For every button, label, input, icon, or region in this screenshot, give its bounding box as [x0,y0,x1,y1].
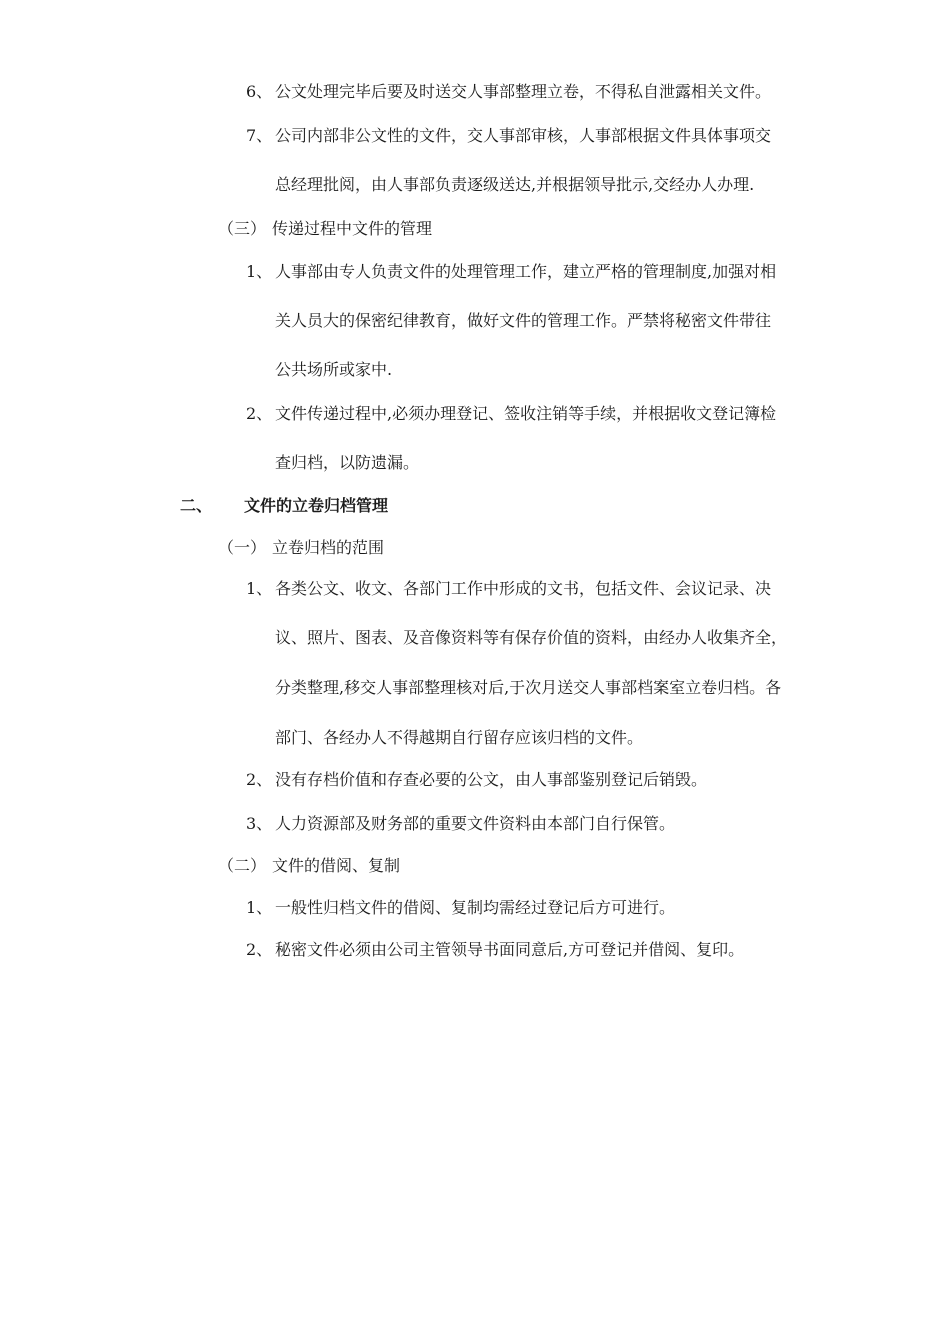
list-item-text: 一般性归档文件的借阅、复制均需经过登记后方可进行。 [275,898,676,917]
subsection-number: （三） [218,219,267,238]
list-item-text: 公文处理完毕后要及时送交人事部整理立卷，不得私自泄露相关文件。 [275,82,772,101]
section-title: 文件的立卷归档管理 [244,496,389,515]
section-number: 二、 [180,496,213,515]
list-number: 1、 [246,262,273,281]
subsection-title: 文件的借阅、复制 [272,856,401,875]
list-number: 2、 [246,770,273,789]
list-item-text: 议、照片、图表、及音像资料等有保存价值的资料，由经办人收集齐全， [275,628,788,647]
list-number: 3、 [246,814,273,833]
list-item-text: 人力资源部及财务部的重要文件资料由本部门自行保管。 [275,814,676,833]
list-item-text: 人事部由专人负责文件的处理管理工作，建立严格的管理制度,加强对相 [275,262,777,281]
list-item-text: 关人员大的保密纪律教育，做好文件的管理工作。严禁将秘密文件带往 [275,311,772,330]
list-number: 2、 [246,404,273,423]
subsection-title: 传递过程中文件的管理 [272,219,433,238]
list-item-text: 公司内部非公文性的文件，交人事部审核，人事部根据文件具体事项交 [275,126,772,145]
list-number: 1、 [246,898,273,917]
list-item-text: 没有存档价值和存查必要的公文，由人事部鉴别登记后销毁。 [275,770,708,789]
list-item-text: 文件传递过程中,必须办理登记、签收注销等手续，并根据收文登记簿检 [275,404,777,423]
list-item-text: 部门、各经办人不得越期自行留存应该归档的文件。 [275,728,644,747]
subsection-number: （一） [218,538,267,557]
list-item-text: 查归档，以防遗漏。 [275,453,420,472]
list-number: 7、 [246,126,273,145]
subsection-number: （二） [218,856,267,875]
subsection-title: 立卷归档的范围 [272,538,385,557]
list-item-text: 分类整理,移交人事部整理核对后,于次月送交人事部档案室立卷归档。各 [275,678,782,697]
list-number: 6、 [246,82,273,101]
list-number: 1、 [246,579,273,598]
list-item-text: 秘密文件必须由公司主管领导书面同意后,方可登记并借阅、复印。 [275,940,745,959]
list-item-text: 总经理批阅，由人事部负责逐级送达,并根据领导批示,交经办人办理. [275,175,755,194]
list-number: 2、 [246,940,273,959]
list-item-text: 各类公文、收文、各部门工作中形成的文书，包括文件、会议记录、决 [275,579,772,598]
list-item-text: 公共场所或家中. [275,360,393,379]
